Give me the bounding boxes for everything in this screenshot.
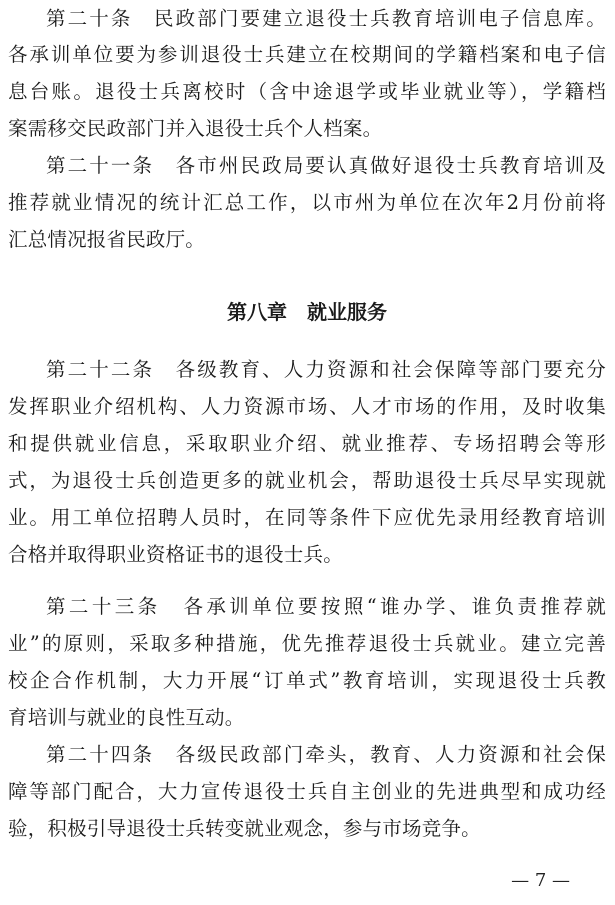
- article-23-line-3: 校企合作机制，大力开展“订单式”教育培训，实现退役士兵教: [8, 669, 606, 692]
- article-20-line-2: 各承训单位要为参训退役士兵建立在校期间的学籍档案和电子信: [8, 43, 606, 66]
- article-22-line-2: 发挥职业介绍机构、人力资源市场、人才市场的作用，及时收集: [8, 395, 606, 418]
- article-22-line-3: 和提供就业信息，采取职业介绍、就业推荐、专场招聘会等形: [8, 432, 606, 455]
- article-21-line-2: 推荐就业情况的统计汇总工作，以市州为单位在次年2月份前将: [8, 191, 606, 214]
- document-page: [8, 0, 608, 905]
- article-22-line-6: 合格并取得职业资格证书的退役士兵。: [8, 543, 343, 566]
- article-23-line-4: 育培训与就业的良性互动。: [8, 706, 245, 729]
- article-22-line-4: 式，为退役士兵创造更多的就业机会，帮助退役士兵尽早实现就: [8, 469, 606, 492]
- article-22-line-5: 业。用工单位招聘人员时，在同等条件下应优先录用经教育培训: [8, 506, 606, 529]
- chapter-heading: 第八章 就业服务: [227, 300, 387, 324]
- article-20-line-1: 第二十条 民政部门要建立退役士兵教育培训电子信息库。: [46, 7, 606, 30]
- page-number: — 7 —: [511, 870, 570, 891]
- article-23-line-1: 第二十三条 各承训单位要按照“谁办学、谁负责推荐就: [46, 595, 606, 618]
- article-24-line-2: 障等部门配合，大力宣传退役士兵自主创业的先进典型和成功经: [8, 780, 606, 803]
- article-22-line-1: 第二十二条 各级教育、人力资源和社会保障等部门要充分: [46, 358, 606, 381]
- article-20-line-4: 案需移交民政部门并入退役士兵个人档案。: [8, 117, 383, 140]
- article-20-line-3: 息台账。退役士兵离校时（含中途退学或毕业就业等），学籍档: [8, 80, 606, 103]
- article-21-line-3: 汇总情况报省民政厅。: [8, 228, 206, 251]
- article-21-line-1: 第二十一条 各市州民政局要认真做好退役士兵教育培训及: [46, 154, 606, 177]
- article-24-line-1: 第二十四条 各级民政部门牵头，教育、人力资源和社会保: [46, 743, 606, 766]
- article-23-line-2: 业”的原则，采取多种措施，优先推荐退役士兵就业。建立完善: [8, 632, 606, 655]
- article-24-line-3: 验，积极引导退役士兵转变就业观念，参与市场竞争。: [8, 817, 481, 840]
